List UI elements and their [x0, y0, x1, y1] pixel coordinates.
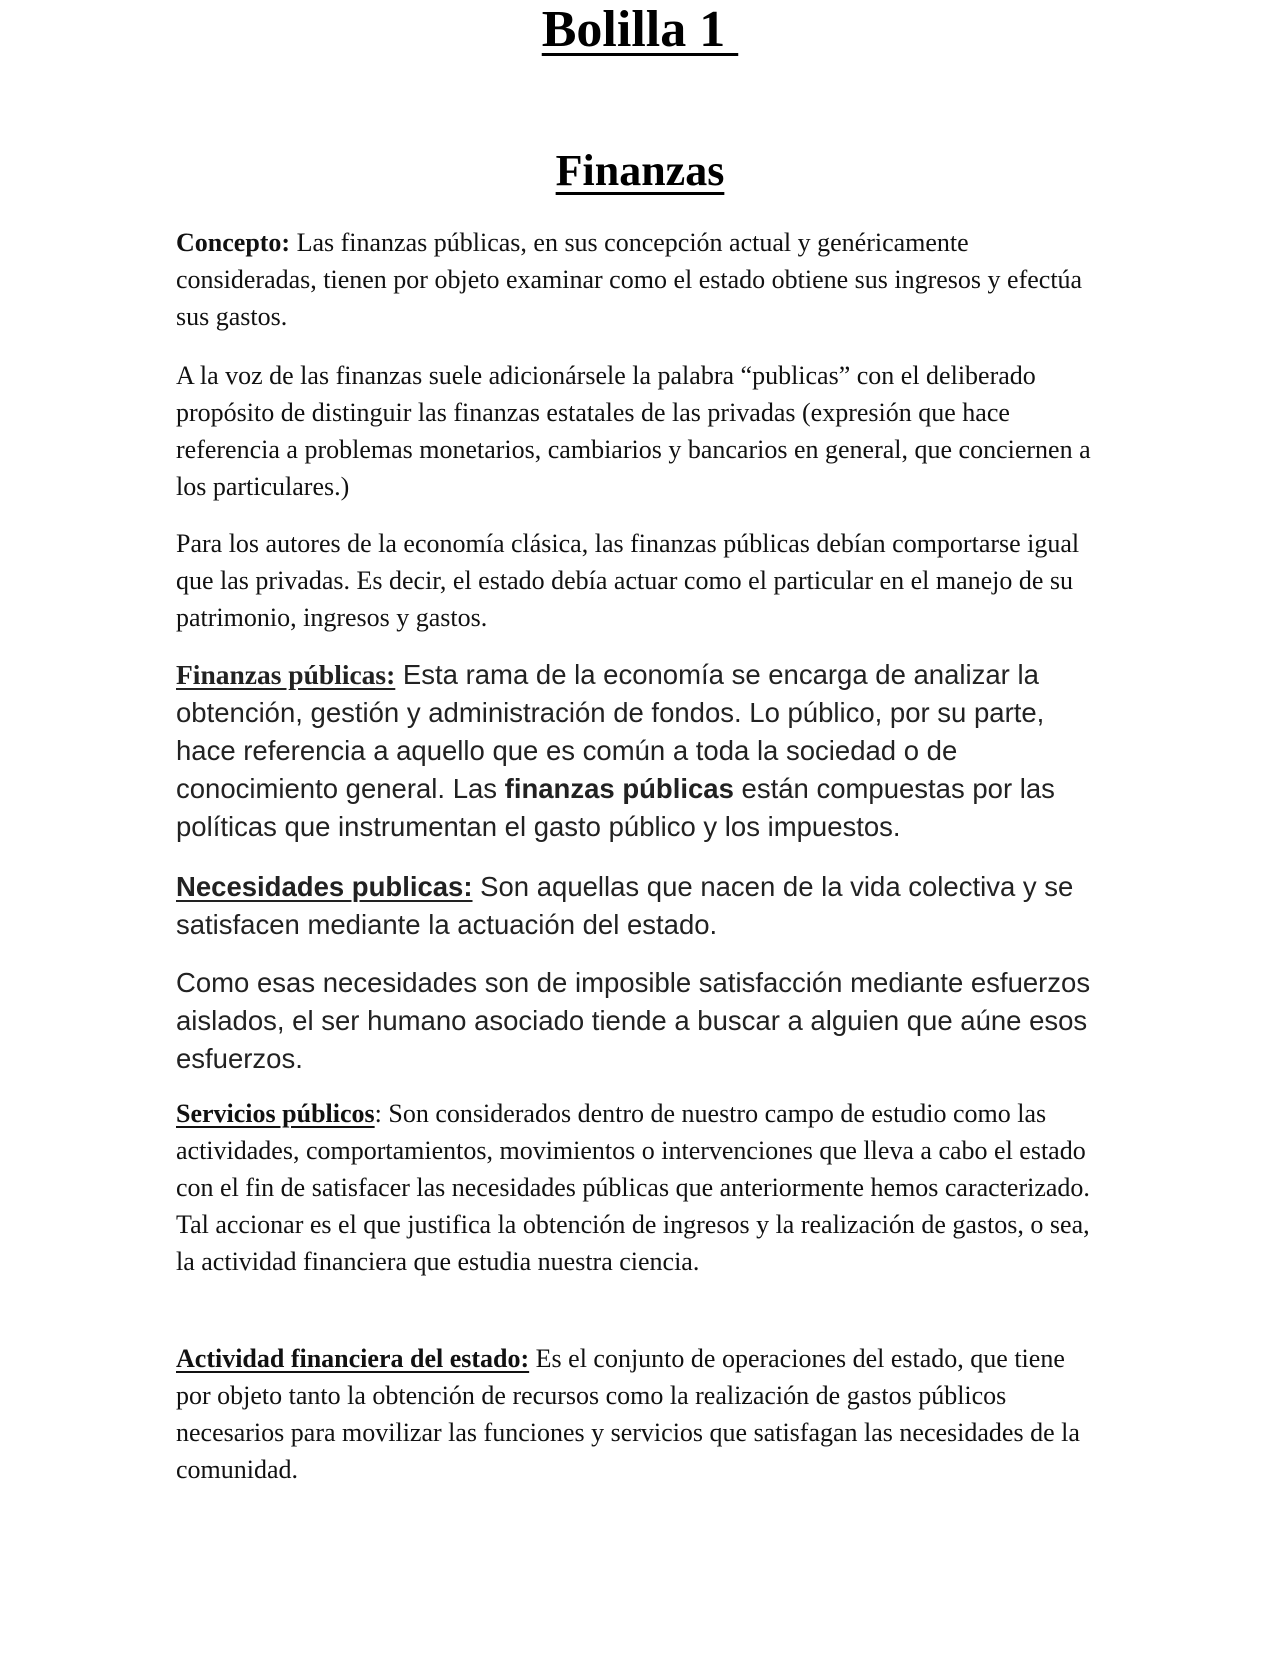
paragraph-voz: [176, 357, 1106, 505]
paragraph-servicios: [176, 1095, 1106, 1280]
paragraph-actividad: [176, 1340, 1106, 1488]
paragraph-autores: [176, 525, 1106, 636]
paragraph-finanzas-publicas-text-1: Esta rama de la economía se encarga de analizar la obtención, gestión y administración de fondos. Lo público, por su parte, hace referencia a aquello que es común a toda la sociedad o de conocimiento general. Las: [176, 659, 1045, 804]
term-servicios-publicos: Servicios públicos: [176, 1099, 375, 1128]
paragraph-servicios-text: : Son considerados dentro de nuestro campo de estudio como las actividades, comportamientos, movimientos o intervenciones que lleva a cabo el estado con el fin de satisfacer las necesidades públicas que anteriormente hemos caracterizado. Tal accionar es el que justifica la obtención de ingresos y la realización de gastos, o sea, la actividad financiera que estudia nuestra ciencia.: [176, 1099, 1090, 1276]
paragraph-esfuerzos: [176, 964, 1106, 1078]
paragraph-necesidades-text: Son aquellas que nacen de la vida colectiva y se satisfacen mediante la actuación del estado.: [176, 871, 1074, 940]
paragraph-actividad-text: Es el conjunto de operaciones del estado, que tiene por objeto tanto la obtención de recursos como la realización de gastos públicos necesarios para movilizar las funciones y servicios que satisfagan las necesidades de la comunidad.: [176, 1344, 1080, 1484]
section-title-text: Finanzas: [555, 146, 725, 195]
paragraph-autores-text: Para los autores de la economía clásica, las finanzas públicas debían comportarse igual que las privadas. Es decir, el estado debía actuar como el particular en el manejo de su patrimonio, ingresos y gastos.: [176, 529, 1080, 632]
paragraph-esfuerzos-text: Como esas necesidades son de imposible satisfacción mediante esfuerzos aislados, el ser humano asociado tiende a buscar a alguien que aúne esos esfuerzos.: [176, 967, 1091, 1074]
section-title: [0, 146, 1280, 196]
term-concepto: Concepto:: [176, 228, 291, 257]
page-title-text: Bolilla 1: [541, 1, 739, 58]
paragraph-concepto: [176, 224, 1106, 335]
page-title: [0, 2, 1280, 58]
paragraph-necesidades: [176, 868, 1106, 944]
paragraph-finanzas-publicas-bold: finanzas públicas: [504, 773, 734, 804]
term-finanzas-publicas: Finanzas públicas:: [176, 659, 396, 690]
paragraph-finanzas-publicas-text-2: están compuestas por las políticas que instrumentan el gasto público y los impuestos.: [176, 773, 1055, 842]
term-actividad-financiera: Actividad financiera del estado:: [176, 1344, 530, 1373]
paragraph-finanzas-publicas: [176, 656, 1106, 846]
paragraph-voz-text: A la voz de las finanzas suele adicionársele la palabra “publicas” con el deliberado propósito de distinguir las finanzas estatales de las privadas (expresión que hace referencia a problemas monetarios, cambiarios y bancarios en general, que conciernen a los particulares.): [176, 361, 1091, 501]
term-necesidades-publicas: Necesidades publicas:: [176, 871, 473, 902]
paragraph-concepto-text: Las finanzas públicas, en sus concepción actual y genéricamente consideradas, tienen por objeto examinar como el estado obtiene sus ingresos y efectúa sus gastos.: [176, 228, 1083, 331]
